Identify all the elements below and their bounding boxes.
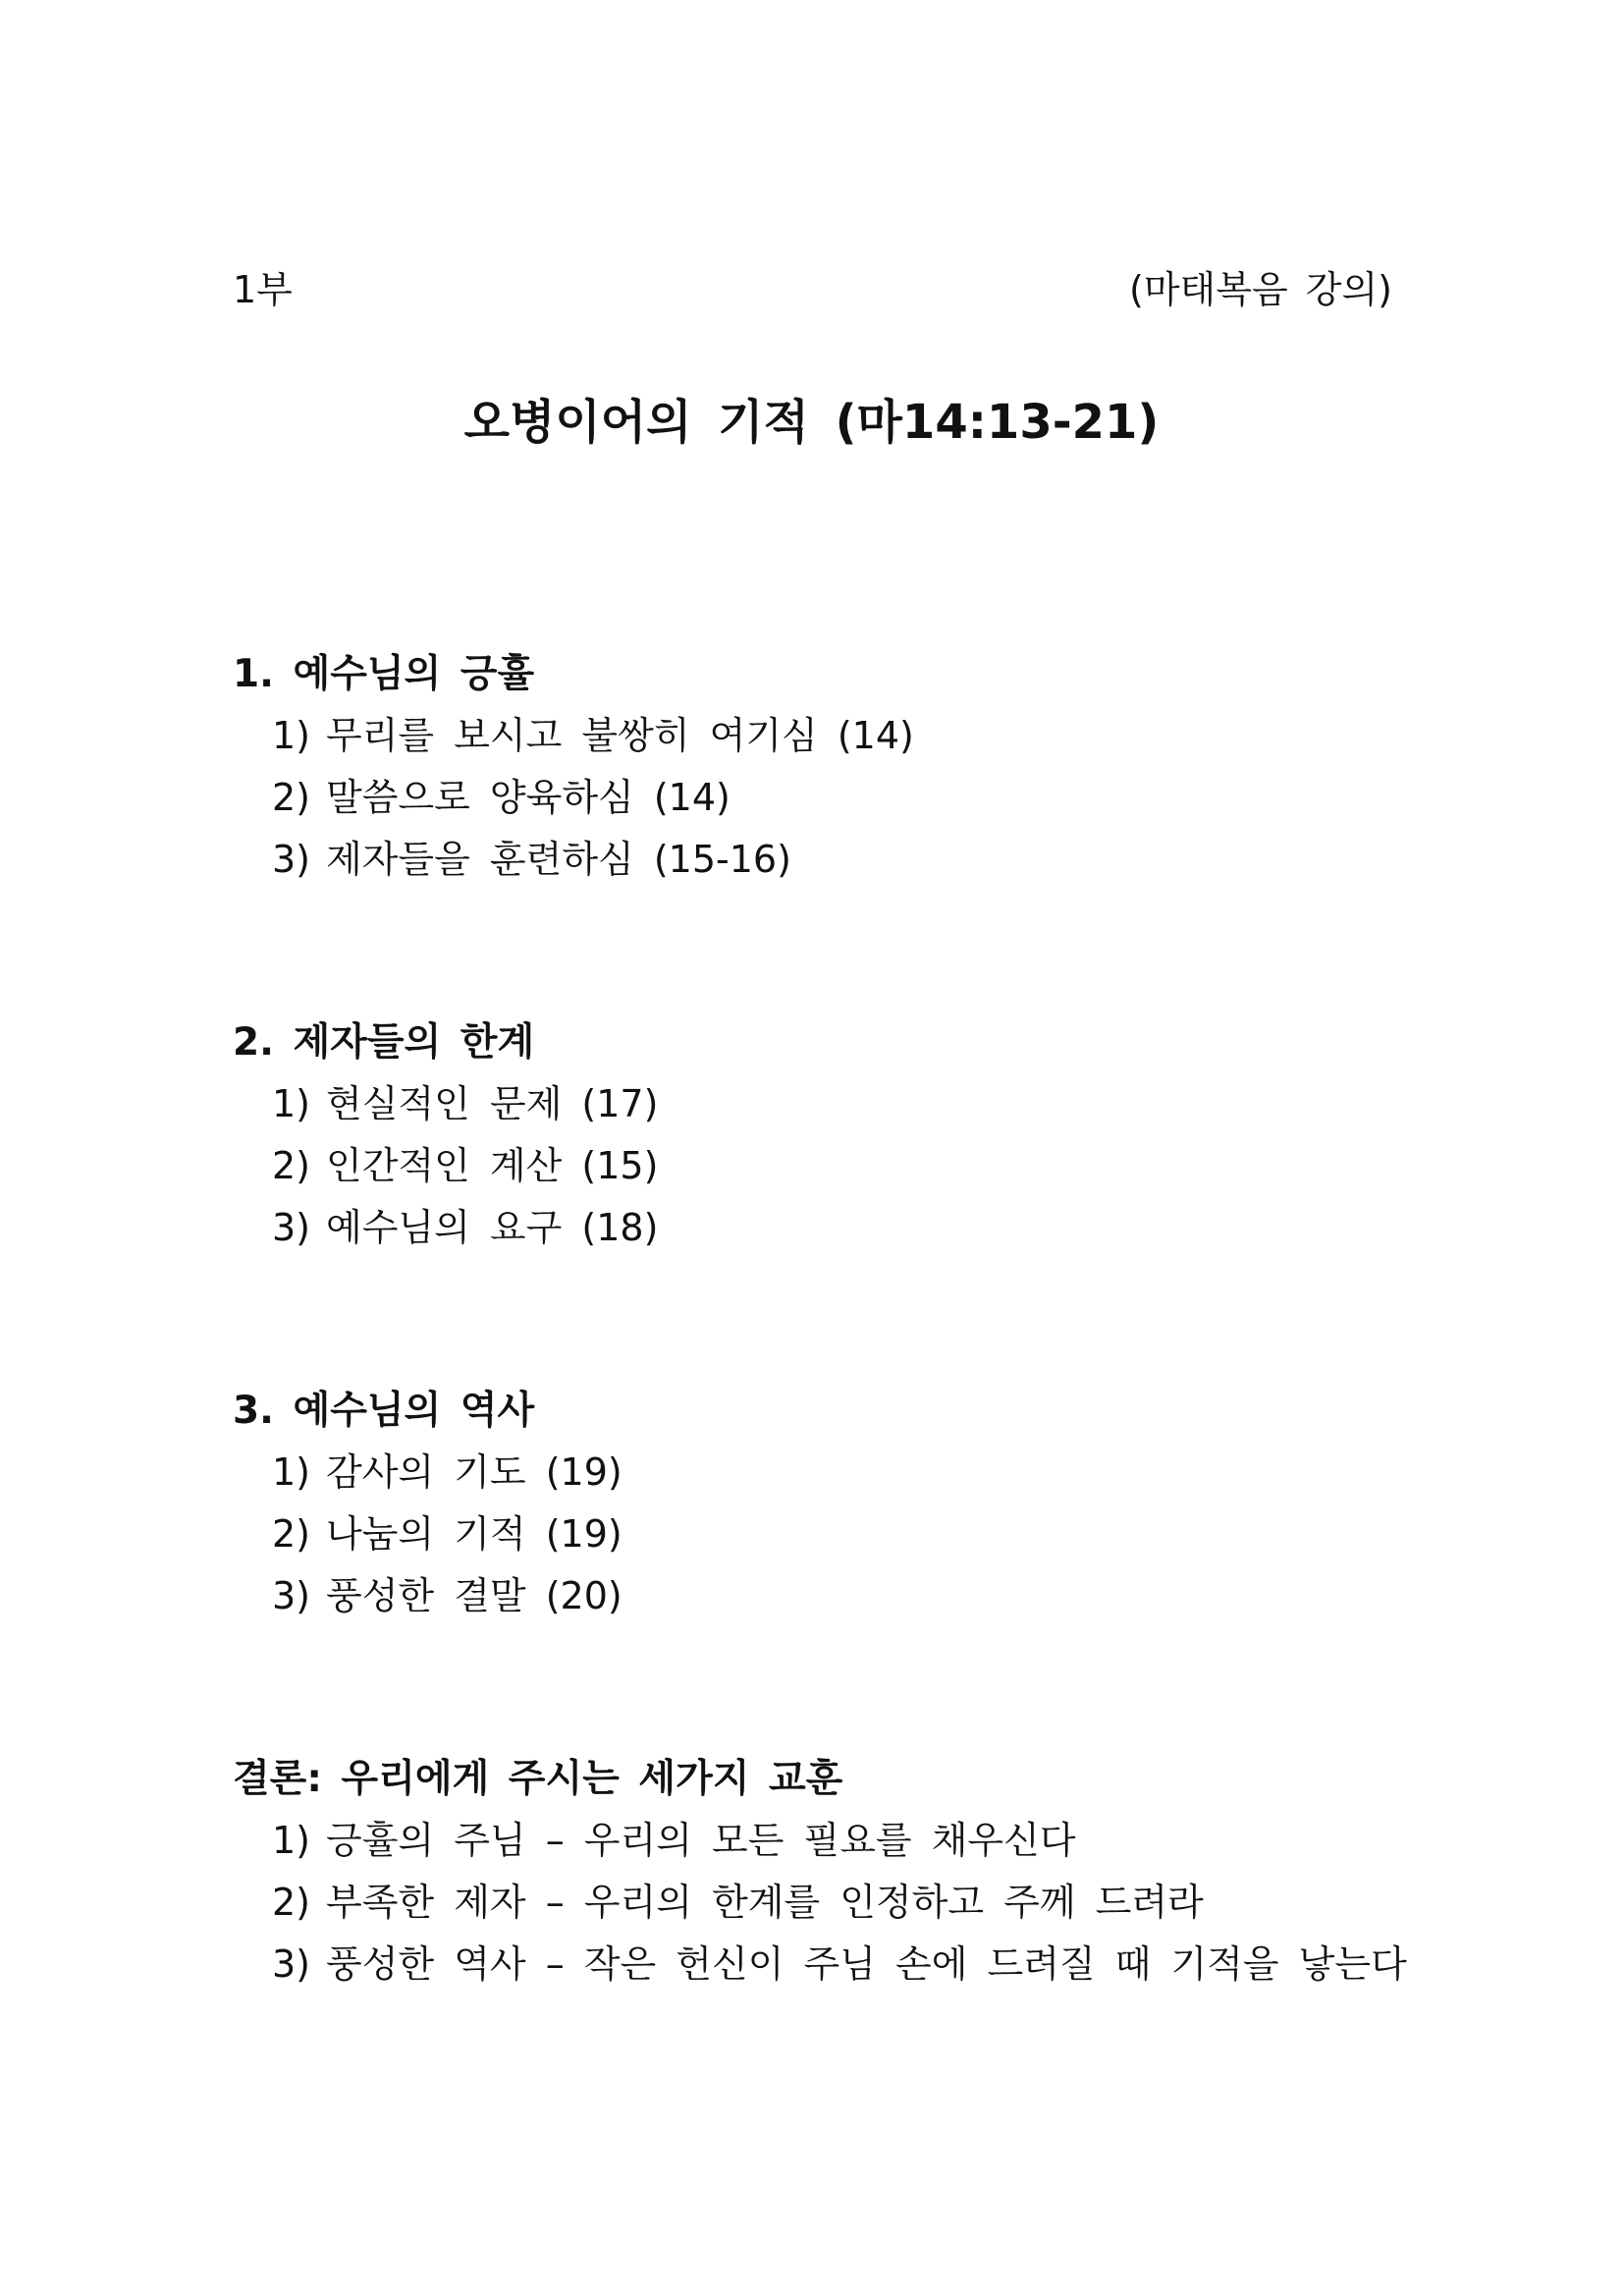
- item-text: 제자들을 훈련하심 (15-16): [326, 838, 791, 881]
- item-number: 1): [272, 1450, 311, 1494]
- part-label: 1부: [233, 268, 293, 311]
- item-text: 예수님의 요구 (18): [326, 1206, 659, 1249]
- section-compassion: [233, 650, 1411, 897]
- section-heading: 결론: 우리에게 주시는 세가지 교훈: [233, 1757, 843, 1801]
- section-heading: 1. 예수님의 긍휼: [233, 652, 535, 696]
- item-text: 나눔의 기적 (19): [326, 1512, 622, 1556]
- section-conclusion: [233, 1755, 1411, 2001]
- item-number: 2): [272, 1881, 311, 1924]
- list-item: [272, 1509, 1411, 1558]
- section-heading: 3. 예수님의 역사: [233, 1389, 535, 1433]
- item-number: 3): [272, 838, 311, 881]
- list-item: [272, 1448, 1411, 1497]
- item-text: 풍성한 역사 – 작은 헌신이 주님 손에 드려질 때 기적을 낳는다: [326, 1942, 1407, 1986]
- item-number: 2): [272, 1144, 311, 1187]
- section-jesus-work: [233, 1387, 1411, 1633]
- item-number: 3): [272, 1942, 311, 1986]
- list-item: [272, 835, 1411, 884]
- item-text: 풍성한 결말 (20): [326, 1574, 622, 1617]
- item-text: 부족한 제자 – 우리의 한계를 인정하고 주께 드려라: [326, 1881, 1204, 1924]
- item-number: 3): [272, 1206, 311, 1249]
- item-number: 1): [272, 1082, 311, 1125]
- list-item: [272, 773, 1411, 822]
- item-number: 3): [272, 1574, 311, 1617]
- list-item: [272, 1571, 1411, 1620]
- item-text: 감사의 기도 (19): [326, 1450, 622, 1494]
- page-title: 오병이어의 기적 (마14:13-21): [463, 395, 1160, 450]
- item-text: 무리를 보시고 불쌍히 여기심 (14): [326, 714, 914, 757]
- item-number: 2): [272, 776, 311, 819]
- list-item: [272, 1141, 1411, 1190]
- list-item: [272, 1878, 1411, 1927]
- item-text: 긍휼의 주님 – 우리의 모든 필요를 채우신다: [326, 1819, 1076, 1862]
- list-item: [272, 1940, 1411, 1989]
- section-heading: 2. 제자들의 한계: [233, 1020, 535, 1065]
- item-text: 말씀으로 양육하심 (14): [326, 776, 730, 819]
- list-item: [272, 711, 1411, 760]
- list-item: [272, 1816, 1411, 1865]
- item-number: 2): [272, 1512, 311, 1556]
- item-text: 인간적인 계산 (15): [326, 1144, 659, 1187]
- list-item: [272, 1079, 1411, 1128]
- course-label: (마태복음 강의): [1129, 268, 1392, 311]
- item-text: 현실적인 문제 (17): [326, 1082, 659, 1125]
- list-item: [272, 1203, 1411, 1252]
- item-number: 1): [272, 714, 311, 757]
- item-number: 1): [272, 1819, 311, 1862]
- section-disciples-limits: [233, 1018, 1411, 1265]
